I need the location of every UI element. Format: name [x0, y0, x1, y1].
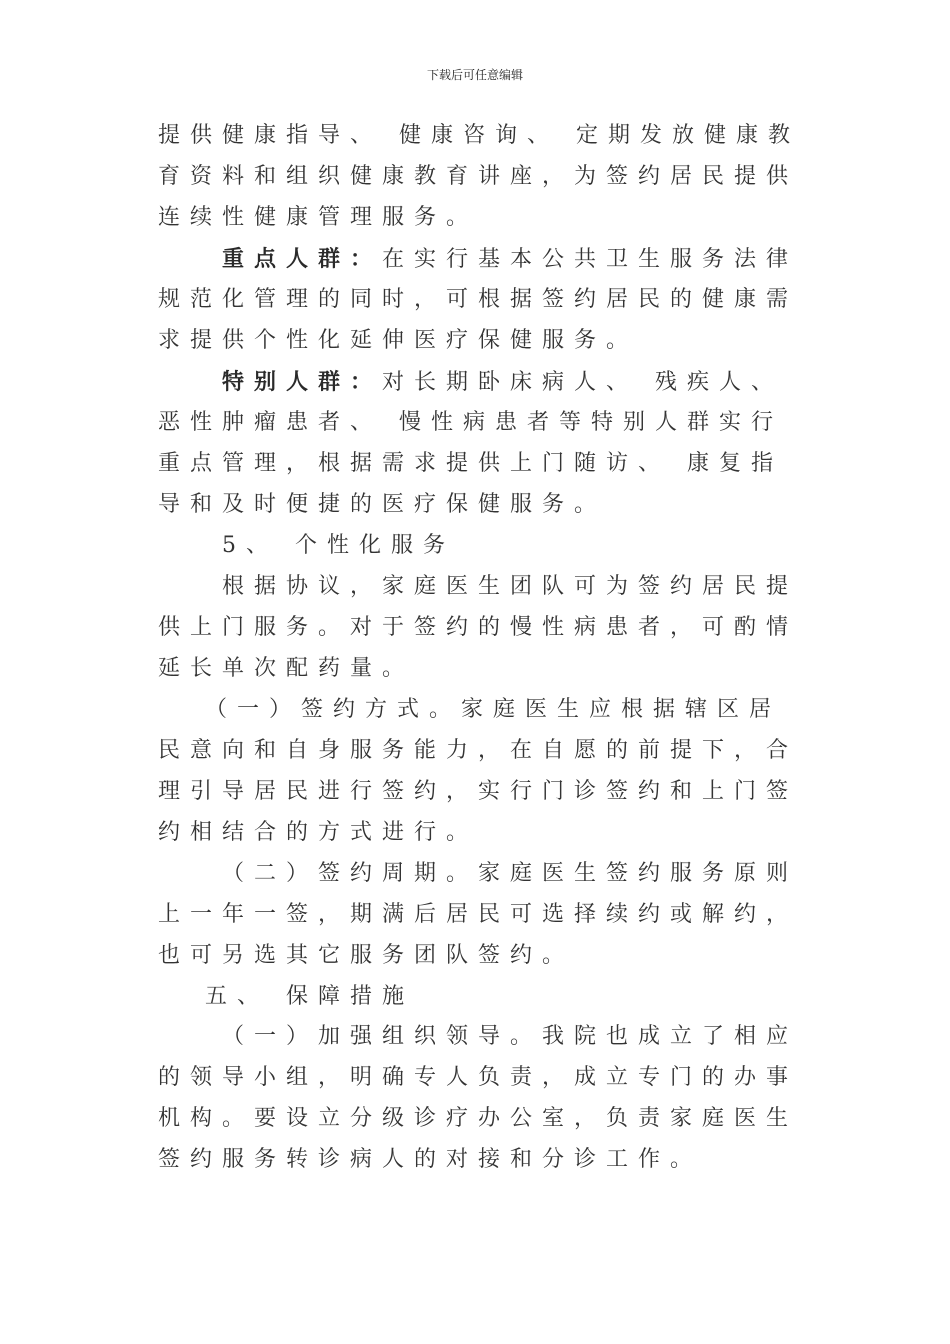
- text-line: 延长单次配药量。: [158, 656, 415, 681]
- text-line: 理引导居民进行签约，实行门诊签约和上门签: [158, 779, 799, 804]
- text-line: 育资料和组织健康教育讲座，为签约居民提供: [158, 164, 799, 189]
- text-line: 重点管理，根据需求提供上门随访、 康复指: [158, 451, 783, 476]
- text-line: 民意向和自身服务能力，在自愿的前提下，合: [158, 738, 799, 763]
- text-line: 供上门服务。对于签约的慢性病患者，可酌情: [158, 615, 799, 640]
- text-line: 提供健康指导、 健康咨询、 定期发放健康教: [158, 123, 800, 148]
- text-line: 上一年一签，期满后居民可选择续约或解约，: [158, 902, 799, 927]
- text-line: 重点人群：在实行基本公共卫生服务法律: [222, 246, 799, 272]
- page-header: 下载后可任意编辑: [426, 68, 523, 82]
- section-heading: 5、 个性化服务: [222, 533, 455, 558]
- text-line: 的领导小组，明确专人负责，成立专门的办事: [158, 1065, 799, 1090]
- text-line: （一）加强组织领导。我院也成立了相应: [222, 1024, 799, 1049]
- section-heading: 五、 保障措施: [205, 984, 414, 1009]
- text-line: 签约服务转诊病人的对接和分诊工作。: [158, 1147, 703, 1172]
- text-line: （一）签约方式。家庭医生应根据辖区居: [205, 697, 782, 722]
- text-line: 导和及时便捷的医疗保健服务。: [158, 492, 607, 517]
- text-line: 约相结合的方式进行。: [158, 820, 479, 845]
- text-line: 根据协议，家庭医生团队可为签约居民提: [222, 574, 799, 599]
- text-line: 求提供个性化延伸医疗保健服务。: [158, 328, 639, 353]
- text-line: 恶性肿瘤患者、 慢性病患者等特别人群实行: [158, 410, 783, 435]
- text-line: 机构。要设立分级诊疗办公室，负责家庭医生: [158, 1106, 799, 1131]
- section-label: 特别人群：: [222, 369, 383, 395]
- text-line: 规范化管理的同时，可根据签约居民的健康需: [158, 287, 799, 312]
- text-line: （二）签约周期。家庭医生签约服务原则: [222, 861, 799, 886]
- section-label: 重点人群：: [222, 246, 383, 272]
- text-line: 特别人群：对长期卧床病人、 残疾人、: [222, 369, 784, 395]
- text-line: 连续性健康管理服务。: [158, 205, 479, 230]
- text-line: 也可另选其它服务团队签约。: [158, 943, 575, 968]
